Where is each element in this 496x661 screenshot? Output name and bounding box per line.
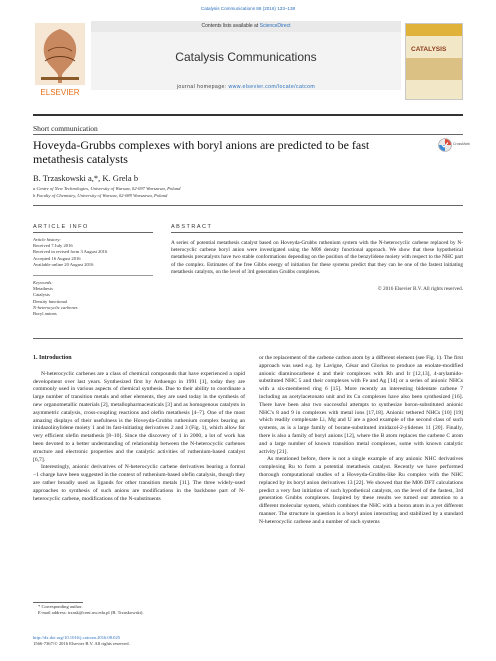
issn-line: 1566-7367/© 2016 Elsevier B.V. All rights reserved. <box>33 641 130 646</box>
abstract-rule <box>171 232 463 233</box>
doi-link[interactable]: http://dx.doi.org/10.1016/j.catcom.2016.08.025 <box>33 635 121 640</box>
journal-title: Catalysis Communications <box>175 50 317 64</box>
paragraph: N-heterocyclic carbenes are a class of chemical compounds that have experienced a rapid development over last years. Synthesized first by Arduengo in 1991 [1], today they are commonly used in various aspects of chemical synthesis. Due to their ability to coordinate a large number of transition metals and other elements, they are used today in the synthesis of new organometallic materials [2], metallopharmaceuticals [3] and as homogenous catalysts in asymmetric catalysis, cross-coupling reactions and olefin metathesis [4–7]. One of the most amazing displays of their usefulness is the Hoveyda-Grubbs ruthenium complex bearing an imidazolinylidene moiety 1 and its fast-initiating derivatives 2 and 3 (Fig. 1), which allow for very efficient olefin metathesis [8–10]. Since the discovery of 1 in 2000, a lot of work has been devoted to a better understanding of relationship between the N-heterocyclic carbenes structure and electronic properties and the catalytic activities of ruthenium-based catalyst [6,7]. <box>33 370 245 463</box>
affiliation-a: a Centre of New Technologies, University of Warsaw, 02-097 Warszawa, Poland <box>33 186 181 191</box>
article-info-rule <box>33 232 153 233</box>
paragraph: As mentioned before, there is not a single example of any anionic NHC derivatives complexing Ru to form a potential metathesis catalyst. Recently we have performed thorough computational studies of a Hoveyda-Grubbs-like Ru complex with the NHC replaced by its boryl anion derivatives 13 [22]. We showed that the M06 DFT calculations predict a very fast initiation of such hypothetical catalysts, on the level of the fastest, 3rd generation Grubbs complexes. Inspired by these results we turned our attention to a different molecular system, which combines the NHC with a boron atom in a yet different manner. The structure in question is a boryl anion interacting and stabilized by a standard N-heterocyclic carbene and a number of such systems <box>259 456 463 525</box>
journal-header <box>33 21 463 107</box>
journal-cover <box>405 23 463 100</box>
footnote <box>38 604 248 616</box>
abstract-end-rule <box>33 338 463 339</box>
article-info-heading: ARTICLE INFO <box>33 224 89 230</box>
body-right-column <box>259 355 463 527</box>
abstract-copyright: © 2016 Elsevier B.V. All rights reserved. <box>377 286 463 292</box>
sciencedirect-link[interactable]: ScienceDirect <box>259 23 291 29</box>
keyword: Boryl anions <box>33 311 57 317</box>
publisher-name: ELSEVIER <box>40 88 80 97</box>
elsevier-tree-logo <box>33 21 87 101</box>
abstract-heading: ABSTRACT <box>171 224 213 230</box>
paragraph: or the replacement of the carbene carbon atom by a different element (see Fig. 1). The first approach was used e.g. by Lavigne, César and Glorius to produce an enolate-modified anionic diaminocarbene 4 and their complexes with Rh and Ir [12,13], 4-arylamido-substituted NHC 5 and their complexes with Fe and Ag [14] or a series of anionic NHCs with a six-membered ring 6 [15]. More recently an interesting bidentate carbene 7 including an acetylacetonato unit and its Cu complexes have also been synthesized [16]. There have been also two successful attempts to synthesize boron-substituted anionic NHC's 8 and 9 in complexes with metal ions [17,18]. Anionic tethered NHCs [10] [19] which readily complexate Li, Mg and U are a good example of the second class of such systems, as is a large family of borane-substituted imidazol-2-ylidenes 11 [20]. Finally, there is also a family of boryl anions [12], where the B atom replaces the carbene C atom and a large number of known transition metal complexes, some with known catalytic activity [21]. <box>259 355 463 455</box>
keyword: Catalysis <box>33 292 50 298</box>
affiliation-rule <box>33 205 463 206</box>
footnote-rule <box>33 602 83 603</box>
keyword: Metathesis <box>33 286 53 292</box>
article-history: Article history: Received 7 July 2016 Received in revised form 3 August 2016 Accepted 16 August 2016 Available online 20 August 2016 <box>33 237 108 267</box>
keywords: Keywords: Metathesis Catalysis Density functional N-heterocyclic carbenes Boryl anions <box>33 280 153 317</box>
journal-homepage: journal homepage: www.elsevier.com/locate/catcom <box>176 84 316 90</box>
section-title: 1. Introduction <box>33 355 72 361</box>
author-email: E-mail address: trzask@cent.uw.edu.pl (B. Trzaskowski). <box>38 610 144 615</box>
journal-masthead <box>91 32 401 90</box>
doi-block <box>33 635 253 647</box>
crossmark-icon <box>438 138 452 152</box>
body-left-column <box>33 355 245 503</box>
corresponding-author: * Corresponding author. <box>38 604 83 609</box>
abstract-text: A series of potential metathesis catalyst based on Hoveyda-Grubbs ruthenium system with the N-heterocyclic carbene replaced by N-heterocyclic carbene boryl anion were investigated using the M06 density functional approach. We show that these hypothetical metathesis precatalysts have two stable conformations depending on the position of the benzylidene moiety with respect to the NHC part of the complex. Estimates of the free Gibbs energy of initiation for these systems predict that they can be one of the fastest initiating metathesis catalysts, on the level of 3rd generation Grubbs complexes. <box>171 240 463 275</box>
crossmark-badge[interactable]: CrossMark <box>438 138 462 152</box>
affiliation-b: b Faculty of Chemistry, University of Warsaw, 02-089 Warszawa, Poland <box>33 193 168 198</box>
contents-line: Contents lists available at ScienceDirect <box>91 21 401 32</box>
homepage-link[interactable]: www.elsevier.com/locate/catcom <box>228 84 316 90</box>
authors: B. Trzaskowski a,*, K. Grela b <box>33 173 139 183</box>
keyword: N-heterocyclic carbenes <box>33 304 78 310</box>
article-type-rule <box>33 134 463 135</box>
running-head: Catalysis Communications 86 (2016) 133–138 <box>200 6 296 11</box>
article-type: Short communication <box>33 124 98 133</box>
paragraph: Interestingly, anionic derivatives of N-heterocyclic carbene derivatives bearing a formal −1 charge have been suggested in the context of ruthenium-based olefin catalysis, though they are rather broadly used as ligands for other transition metals [11]. The three widely-used approaches to synthesis of such anions are modifications in the backbone part of N-heterocyclic carbene, modifications of the N-substituents <box>33 464 245 502</box>
header-rule <box>33 114 463 116</box>
article-title: Hoveyda-Grubbs complexes with boryl anions are predicted to be fast metathesis catalysts <box>33 138 370 166</box>
keyword: Density functional <box>33 298 68 304</box>
cover-title: CATALYSIS <box>411 46 447 53</box>
